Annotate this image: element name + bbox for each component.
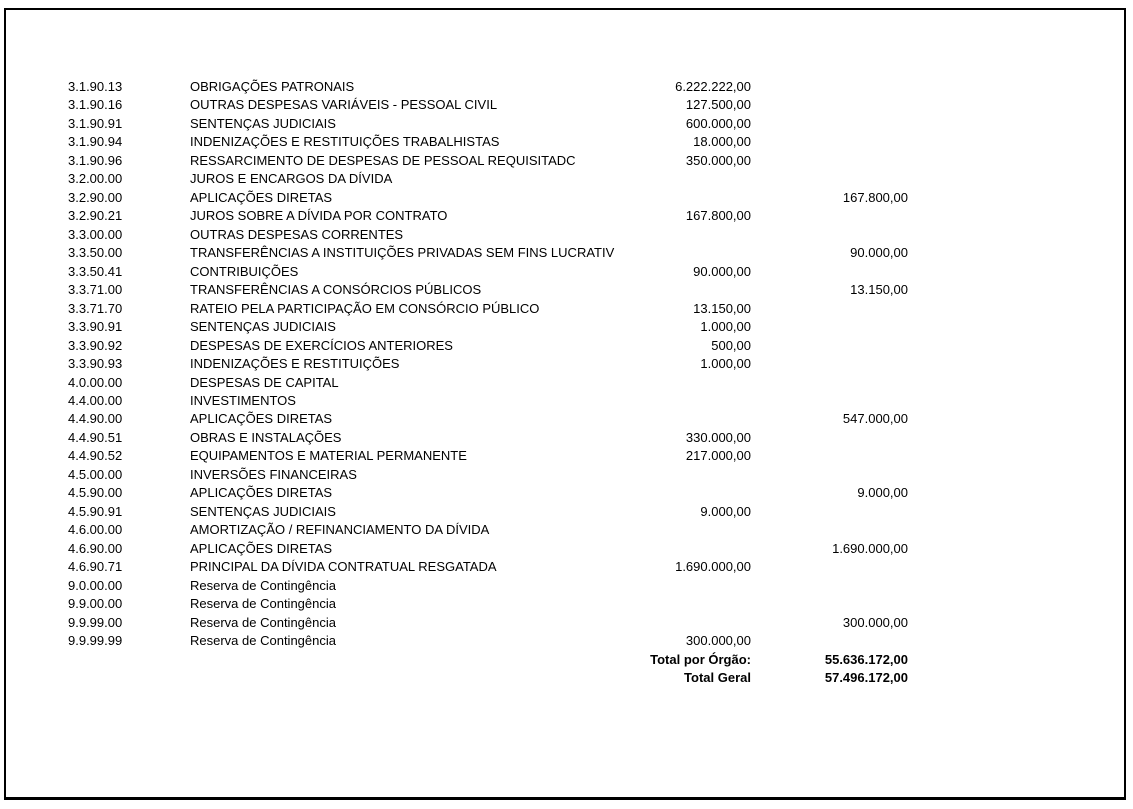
table-row (6, 300, 1124, 318)
table-row (6, 521, 1124, 539)
row-description: APLICAÇÕES DIRETAS (190, 189, 333, 205)
row-description: OUTRAS DESPESAS CORRENTES (190, 226, 404, 242)
table-row (6, 503, 1124, 521)
row-description: SENTENÇAS JUDICIAIS (190, 503, 336, 519)
row-value-mid: 127.500,00 (685, 97, 751, 113)
row-code: 3.1.90.13 (68, 79, 123, 94)
row-value-mid: 167.800,00 (685, 208, 751, 224)
row-code: 4.6.00.00 (68, 522, 123, 538)
total-row (6, 651, 1124, 669)
row-description: EQUIPAMENTOS E MATERIAL PERMANENTE (190, 448, 467, 464)
table-row (6, 263, 1124, 281)
row-description: APLICAÇÕES DIRETAS (190, 485, 333, 501)
row-description: JUROS SOBRE A DÍVIDA POR CONTRATO (190, 208, 448, 224)
table-row (6, 226, 1124, 244)
table-row (6, 540, 1124, 558)
row-description: PRINCIPAL DA DÍVIDA CONTRATUAL RESGATADA (190, 559, 497, 575)
report-page (4, 8, 1126, 800)
row-code: 3.3.90.92 (68, 337, 123, 353)
row-description: Reserva de Contingência (190, 614, 336, 630)
row-code: 3.1.90.91 (68, 115, 123, 131)
row-value-right: 300.000,00 (842, 614, 908, 630)
row-value-mid: 90.000,00 (693, 263, 751, 279)
row-description: OUTRAS DESPESAS VARIÁVEIS - PESSOAL CIVIL (190, 97, 498, 113)
expense-rows (6, 78, 1124, 687)
table-row (6, 281, 1124, 299)
row-code: 3.3.90.93 (68, 356, 123, 372)
row-code: 4.0.00.00 (68, 374, 123, 390)
row-code: 3.1.90.16 (68, 97, 123, 113)
row-description: SENTENÇAS JUDICIAIS (190, 319, 336, 335)
total-value: 55.636.172,00 (824, 651, 908, 667)
row-code: 9.0.00.00 (68, 577, 123, 593)
row-value-mid: 350.000,00 (685, 152, 751, 168)
row-value-mid: 1.000,00 (700, 319, 751, 335)
total-row (6, 669, 1124, 687)
table-row (6, 78, 1124, 96)
row-description: DESPESAS DE EXERCÍCIOS ANTERIORES (190, 337, 453, 353)
row-description: OBRIGAÇÕES PATRONAIS (190, 79, 355, 94)
row-code: 4.5.90.00 (68, 485, 123, 501)
row-code: 3.1.90.94 (68, 134, 123, 150)
total-value: 57.496.172,00 (824, 670, 908, 685)
row-value-mid: 1.000,00 (700, 356, 751, 372)
row-code: 4.6.90.00 (68, 540, 123, 556)
table-row (6, 152, 1124, 170)
row-description: INDENIZAÇÕES E RESTITUIÇÕES (190, 356, 400, 372)
row-description: Reserva de Contingência (190, 596, 336, 612)
table-row (6, 207, 1124, 225)
row-code: 9.9.99.99 (68, 633, 123, 649)
row-value-right: 9.000,00 (857, 485, 908, 501)
row-code: 3.2.90.21 (68, 208, 123, 224)
row-value-mid: 217.000,00 (685, 448, 751, 464)
row-code: 9.9.00.00 (68, 596, 123, 612)
row-code: 3.3.50.41 (68, 263, 123, 279)
row-value-right: 547.000,00 (842, 411, 908, 427)
table-row (6, 577, 1124, 595)
table-row (6, 355, 1124, 373)
table-row (6, 374, 1124, 392)
row-code: 3.2.00.00 (68, 171, 123, 187)
row-value-mid: 18.000,00 (693, 134, 751, 150)
row-description: CONTRIBUIÇÕES (190, 263, 299, 279)
row-value-right: 90.000,00 (850, 245, 908, 261)
row-value-mid: 1.690.000,00 (675, 559, 751, 575)
row-code: 3.3.90.91 (68, 319, 123, 335)
row-value-mid: 6.222.222,00 (675, 79, 751, 94)
table-row (6, 115, 1124, 133)
row-code: 4.4.90.00 (68, 411, 123, 427)
table-row (6, 133, 1124, 151)
row-value-mid: 330.000,00 (685, 429, 751, 445)
table-row (6, 558, 1124, 576)
row-value-right: 1.690.000,00 (832, 540, 908, 556)
row-description: OBRAS E INSTALAÇÕES (190, 429, 342, 445)
row-code: 4.4.90.52 (68, 448, 123, 464)
row-code: 3.3.50.00 (68, 245, 123, 261)
table-row (6, 429, 1124, 447)
row-code: 3.1.90.96 (68, 152, 123, 168)
table-row (6, 244, 1124, 262)
row-code: 3.3.71.70 (68, 300, 123, 316)
row-code: 3.2.90.00 (68, 189, 123, 205)
row-description: TRANSFERÊNCIAS A INSTITUIÇÕES PRIVADAS SEM FINS LUCRATIV (190, 245, 615, 261)
table-row (6, 96, 1124, 114)
row-code: 4.4.00.00 (68, 392, 123, 408)
row-code: 3.3.71.00 (68, 282, 123, 298)
row-value-right: 167.800,00 (842, 189, 908, 205)
total-label: Total por Órgão: (650, 651, 751, 667)
row-description: INDENIZAÇÕES E RESTITUIÇÕES TRABALHISTAS (190, 134, 500, 150)
row-code: 4.5.90.91 (68, 503, 123, 519)
row-code: 4.6.90.71 (68, 559, 123, 575)
row-code: 9.9.99.00 (68, 614, 123, 630)
row-description: JUROS E ENCARGOS DA DÍVIDA (190, 171, 393, 187)
table-row (6, 614, 1124, 632)
row-description: DESPESAS DE CAPITAL (190, 374, 339, 390)
row-value-mid: 9.000,00 (700, 503, 751, 519)
table-row (6, 337, 1124, 355)
table-row (6, 632, 1124, 650)
row-description: APLICAÇÕES DIRETAS (190, 540, 333, 556)
row-description: Reserva de Contingência (190, 577, 336, 593)
table-row (6, 410, 1124, 428)
row-description: INVERSÕES FINANCEIRAS (190, 466, 357, 482)
table-row (6, 447, 1124, 465)
total-label: Total Geral (684, 670, 751, 685)
row-description: AMORTIZAÇÃO / REFINANCIAMENTO DA DÍVIDA (190, 522, 490, 538)
table-row (6, 318, 1124, 336)
table-row (6, 595, 1124, 613)
row-description: APLICAÇÕES DIRETAS (190, 411, 333, 427)
row-description: TRANSFERÊNCIAS A CONSÓRCIOS PÚBLICOS (190, 282, 482, 298)
table-row (6, 392, 1124, 410)
row-description: SENTENÇAS JUDICIAIS (190, 115, 336, 131)
row-description: RATEIO PELA PARTICIPAÇÃO EM CONSÓRCIO PÚBLICO (190, 300, 540, 316)
table-row (6, 170, 1124, 188)
row-description: RESSARCIMENTO DE DESPESAS DE PESSOAL REQUISITADC (190, 152, 576, 168)
row-value-right: 13.150,00 (850, 282, 908, 298)
table-row (6, 466, 1124, 484)
table-row (6, 484, 1124, 502)
row-value-mid: 500,00 (711, 337, 751, 353)
row-description: INVESTIMENTOS (190, 392, 296, 408)
row-value-mid: 600.000,00 (685, 115, 751, 131)
row-code: 4.5.00.00 (68, 466, 123, 482)
row-value-mid: 300.000,00 (685, 633, 751, 649)
row-description: Reserva de Contingência (190, 633, 336, 649)
row-code: 4.4.90.51 (68, 429, 123, 445)
table-row (6, 189, 1124, 207)
row-code: 3.3.00.00 (68, 226, 123, 242)
row-value-mid: 13.150,00 (693, 300, 751, 316)
